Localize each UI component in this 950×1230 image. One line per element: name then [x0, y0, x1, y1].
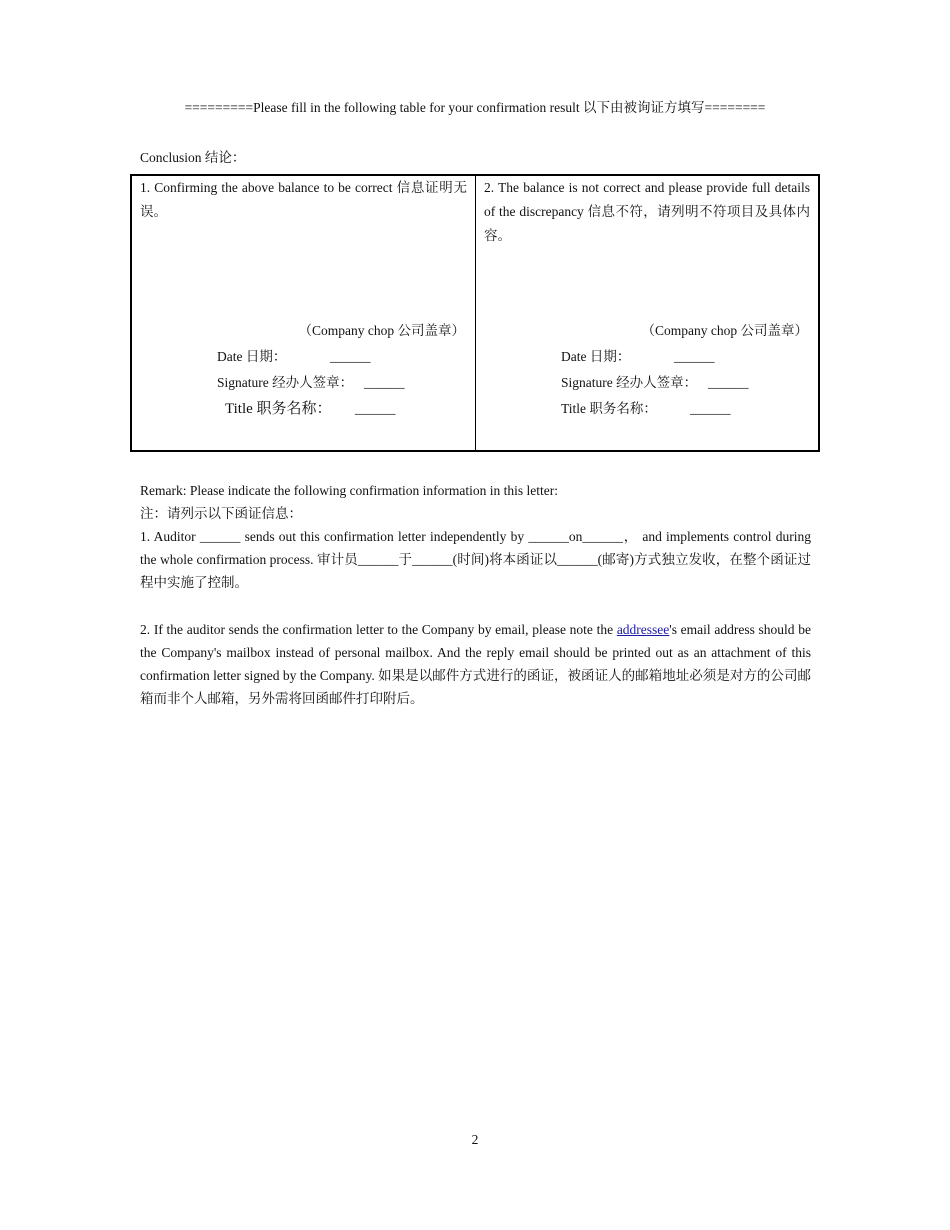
remark-section [140, 479, 811, 594]
remark-heading-cn: 注：请列示以下函证信息： [140, 506, 302, 521]
remark-item-2 [140, 618, 811, 710]
confirm-correct-text: 1. Confirming the above balance to be correct 信息证明无误。 [140, 180, 467, 219]
confirmation-table [130, 174, 820, 452]
title-label: Title 职务名称： [561, 401, 657, 416]
conclusion-label: Conclusion 结论： [140, 150, 246, 165]
remark-item-1: 1. Auditor ______ sends out this confirmation letter independently by ______on______， and implements control during the whole confirmation process. 审计员______于______(时间)将本函证以______(邮寄)方式独立发收，在整个函证过程中实施了控制。 [140, 529, 811, 590]
date-blank[interactable]: ______ [674, 349, 715, 364]
signature-row [217, 374, 457, 392]
date-label: Date 日期： [561, 349, 631, 364]
signature-blank[interactable]: ______ [364, 375, 405, 390]
discrepancy-text: 2. The balance is not correct and please provide full details of the discrepancy 信息不符，请列明不符项目及具体内容。 [484, 180, 810, 243]
discrepancy-cell [476, 176, 818, 450]
title-blank[interactable]: ______ [355, 401, 396, 416]
signature-label: Signature 经办人签章： [217, 375, 354, 390]
signature-row [561, 374, 801, 392]
signature-label: Signature 经办人签章： [561, 375, 698, 390]
date-blank[interactable]: ______ [330, 349, 371, 364]
title-row [561, 400, 801, 418]
instruction-header: =========Please fill in the following table for your confirmation result 以下由被询证方填写======== [184, 100, 766, 115]
remark-item-2-text-a: 2. If the auditor sends the confirmation letter to the Company by email, please note the [140, 622, 617, 637]
signature-blank[interactable]: ______ [708, 375, 749, 390]
title-row [225, 400, 465, 418]
company-chop-label: （Company chop 公司盖章） [641, 323, 808, 338]
confirm-correct-cell [132, 176, 476, 450]
date-row [217, 348, 437, 366]
title-blank[interactable]: ______ [690, 401, 731, 416]
remark-heading: Remark: Please indicate the following confirmation information in this letter: [140, 483, 559, 498]
addressee-link[interactable]: addressee [616, 622, 670, 637]
date-row [561, 348, 781, 366]
page-number: 2 [471, 1132, 479, 1147]
remark-item-2-text-b: 's email address should be the Company's mailbox instead of personal mailbox. And the reply email should be printed out as an attachment of this confirmation letter signed by the Company. 如果是以邮件方式进行的函证，被函证人的邮箱地址必须是对方的公司邮箱而非个人邮箱，另外需将回函邮件打印附后。 [140, 622, 811, 706]
date-label: Date 日期： [217, 349, 287, 364]
title-label: Title 职务名称： [225, 401, 332, 417]
company-chop-label: （Company chop 公司盖章） [298, 323, 465, 338]
